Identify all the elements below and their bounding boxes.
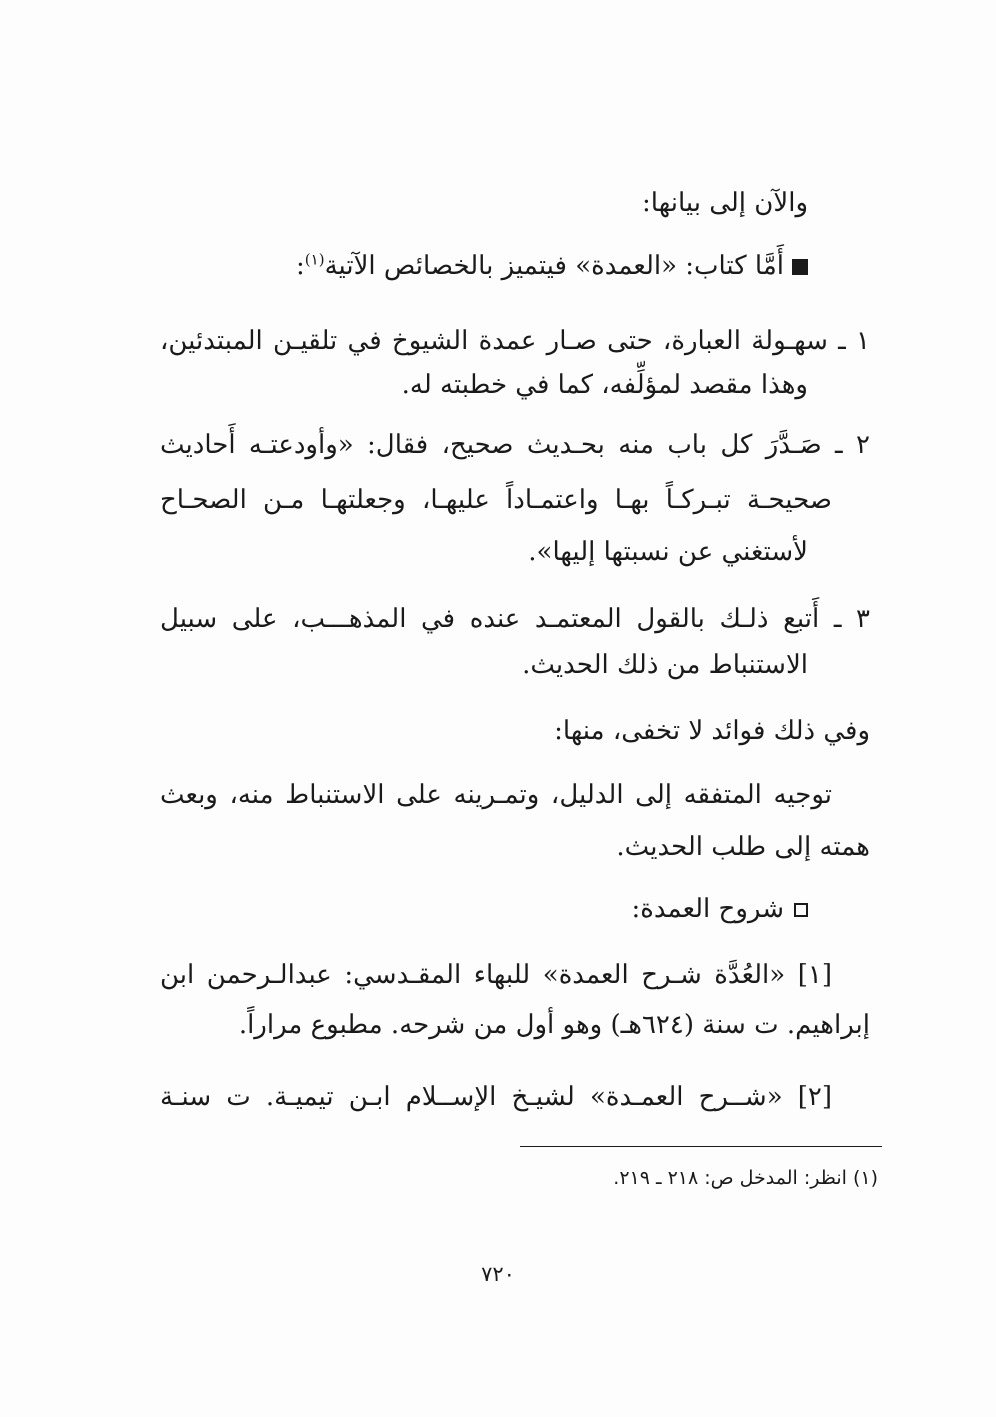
footnote-marker: (١) [304, 250, 325, 269]
intro-line: والآن إلى بيانها: [642, 188, 808, 218]
empty-square-icon [794, 903, 808, 917]
book-heading-colon: : [296, 251, 305, 281]
benefits-intro: وفي ذلك فوائد لا تخفى، منها: [554, 716, 870, 746]
entry-1-line-2: إبراهيم. ت سنة (٦٢٤هـ) وهو أول من شرحه. مطبوع مراراً. [238, 1010, 870, 1040]
item-3-line-2: الاستنباط من ذلك الحديث. [522, 650, 808, 680]
item-3-line-1: ٣ ـ أَتبع ذلـك بالقول المعتمـد عنده في المذهـــب، على سبيل [160, 604, 870, 634]
page-number: ٧٢٠ [481, 1262, 515, 1286]
book-heading-text: أَمَّا كتاب: «العمدة» فيتميز بالخصائص الآتية [324, 251, 784, 281]
benefits-line-1: توجيه المتفقه إلى الدليل، وتمـرينه على الاستنباط منه، وبعث [160, 780, 832, 810]
commentaries-heading-text: شروح العمدة: [631, 894, 784, 924]
item-2-line-3: لأستغني عن نسبتها إليها». [528, 537, 808, 567]
entry-1-line-1: [١] «العُدَّة شـرح العمدة» للبهاء المقـدسي: عبدالـرحمن ابن [160, 960, 832, 990]
item-2-line-1: ٢ ـ صَـدَّرَ كل باب منه بحـديث صحيح، فقال: «وأودعتـه أَحاديث [160, 430, 870, 460]
item-2-line-2: صحيحـة تبـركـاً بهـا واعتمـاداً عليهـا، وجعلتهـا مـن الصحـاح [160, 485, 832, 515]
footnote: (١) انظر: المدخل ص: ٢١٨ ـ ٢١٩. [613, 1167, 878, 1189]
filled-square-icon [792, 259, 808, 275]
benefits-line-2: همته إلى طلب الحديث. [616, 832, 870, 862]
commentaries-heading [632, 884, 808, 934]
item-1-line-2: وهذا مقصد لمؤلِّفه، كما في خطبته له. [401, 370, 808, 400]
item-1-line-1: ١ ـ سهـولة العبارة، حتى صـار عمدة الشيوخ في تلقيـن المبتدئين، [160, 326, 870, 356]
entry-2-line-1: [٢] «شــرح العمـدة» لشيـخ الإســلام ابـن تيميـة. ت سنـة [160, 1082, 832, 1112]
footnote-separator [520, 1146, 882, 1147]
book-heading [296, 241, 808, 291]
